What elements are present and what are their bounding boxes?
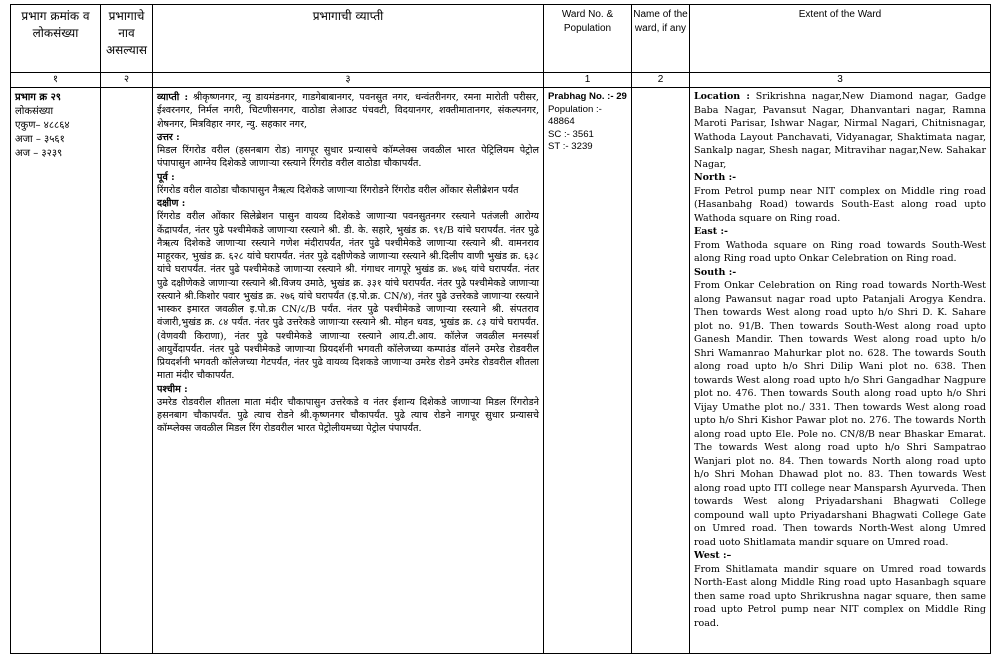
header-ward-number-mr: प्रभाग क्रमांक व लोकसंख्या <box>11 5 101 73</box>
ward-number-en-cell <box>544 88 632 654</box>
south-text-en: From Onkar Celebration on Ring road towards North-West along Pawansut nagar road upto Patanjali Arogya Kendra. Then towards West along road upto h/o Shri D. K. Sahare plot no. 91/B. Then towards South-West along road upto Ganesh Mandir. Then towards West along road upto h/o Shri Wamanrao Mahurkar plot no. 628. The towards South along road upto h/o Shri Dilip Wani plot no. 638. Then towards West along road upto h/o Shri Gangadhar Nagpure plot no. 476. Then towards South along road upto h/o Shri Vijay Umathe plot no./ 331. Then towards West along road upto h/o Shri Kishor Pawar plot no. 276. The towards North along road upto Ele. Pole no. CN/8/B near Bhaskar Emarat. The towards West along road upto h/o Shri Sampatrao Wanjari plot no. 84. Then towards North along road upto h/o Shri Mohan Dhawad plot no. 83. Then towards West along road upto ITI college near Mansparsh Ayurveda. Then towards West along Priyadarshani Bhagwati College compound wall upto Priyadarshani Bhagwati College Gate on Umred road. Then towards North-West along Umred road uoto Shitlamata mandir square on Umred road. <box>694 280 986 548</box>
south-label-en: South :- <box>694 266 737 278</box>
ward-name-en-cell <box>632 88 690 654</box>
location-label-en: Location : <box>694 91 750 102</box>
header-ward-number-en: Ward No. & Population <box>544 5 632 73</box>
east-text-mr: रिंगरोड वरील वाठोडा चौकापासुन नैऋत्य दिशेकडे जाणाऱ्या रिंगरोडने रिंगरोड वरील ओंकार सेलीब्रेशन पर्यंत <box>157 184 519 196</box>
east-label-mr: पूर्व : <box>157 171 175 183</box>
column-number-row <box>11 73 991 88</box>
ward-name-mr-cell <box>101 88 153 654</box>
population-st-en: ST :- 3239 <box>548 141 593 153</box>
location-text-en: Srikrishna nagar,New Diamond nagar, Gadge Baba Nagar, Pavansut Nagar, Dhanvantari nagar, Ramna Maroti Parisar, Ishwar Nagar, Nirmal Nagari, Chitnisnagar, Wathoda Layout Panchavati, Vidyanagar, Shaktimata nagar, Sankalp nagar, Shesh nagar, Mitravihar nagar,New. Sahakar Nagar, <box>694 91 987 170</box>
header-extent-mr: प्रभागाची व्याप्ती <box>153 5 544 73</box>
east-text-en: From Wathoda square on Ring road towards South-West along Ring road upto Onkar Celebration on Ring road. <box>694 239 986 264</box>
column-number: ३ <box>153 73 544 88</box>
ward-row <box>11 88 991 654</box>
column-number: 3 <box>690 73 991 88</box>
column-number: १ <box>11 73 101 88</box>
population-sc-mr: अजा – ३५६१ <box>15 134 65 145</box>
coverage-text-mr: श्रीकृष्णनगर, न्यु डायमंडनगर, गाडगेबाबानगर, पवनसुत नगर, धन्वंतरीनगर, रमना मारोती परीसर, ईश्वरनगर, निर्मल नगरी, चिटणीसनगर, वाठोडा लेआउट पंचवटी, विदयानगर, शक्तीमातानगर, संकल्पनगर, शेषनगर, मित्रविहार नगर, न्यु. सहकार नगर, <box>157 92 539 130</box>
population-value-en: 48864 <box>548 116 575 128</box>
ward-title-en: Prabhag No. :- 29 <box>548 91 627 102</box>
header-extent-en: Extent of the Ward <box>690 5 991 73</box>
north-text-en: From Petrol pump near NIT complex on Middle ring road (Hasanbahg Road) towards South-East along road upto Wathoda square on Ring road. <box>694 185 986 224</box>
column-number: 2 <box>632 73 690 88</box>
west-label-en: West :– <box>694 550 732 561</box>
east-label-en: East :- <box>694 226 728 237</box>
column-number: 1 <box>544 73 632 88</box>
population-st-mr: अज – ३२३९ <box>15 148 63 159</box>
south-text-mr: रिंगरोड वरील ओंकार सिलेब्रेशन पासुन वायव्य दिशेकडे जाणाऱ्या पवनसुतनगर रस्त्याने पतंजली आरोग्य केंद्रापर्यंत, नंतर पुढे पश्चीमेकडे जाणाऱ्या रस्त्याने श्री. डी. के. सहारे, भुखंड क्र. ९१/B यांचे घरापर्यंत. नंतर पुढे नैऋत्य दिशेकडे जाणाऱ्या रस्त्याने गणेश मंदीरापर्यंत, नंतर पुढे पश्चीमेकडे जाणाऱ्या रस्त्याने श्री. वामनराव माहूरकर, भुखंड क्र. ६२८ यांचे घरापर्यंत. नंतर पुढे दक्षीणेकडे जाणाऱ्या रस्त्याने श्री.दिलीप वाणी भुखंड क्र. ६३८ यांचे घरापर्यंत. नंतर पुढे पश्चीमेकडे जाणाऱ्या रस्त्याने श्री. गंगाधर नागपूरे भुखंड क्र. ४७६ यांचे घरापर्यंत. नंतर पुढे दक्षीणेकडे जाणाऱ्या रस्त्याने श्री.विजय उमाठे, भुखंड क्र. ३३१ यांचे घरापर्यंत. नंतर पुढे पश्चीमेकडे जाणाऱ्या रस्त्याने श्री.किशोर पवार भुखंड क्र. २७६ यांचे घरापर्यंत (इ.पो.क्र. CN/४), नंतर पुढे उत्तरेकडे जाणाऱ्या रस्त्याने भास्कर इमारत जवळील इ.पो.क्र CN/८/B पर्यंत. नंतर पुढे पश्चीमेकडे जाणाऱ्या रस्त्याने श्री. संपतराव वंजारी,भुखंड क्र. ८४ पर्यंत. नंतर पुढे उत्तरेकडे जाणाऱ्या रस्त्याने श्री. मोहन धवड, भुखंड क्र. ८३ यांचे घरापर्यंत. (वेणवयी किराणा), नंतर पुढे पश्चीमेकडे जाणाऱ्या रस्त्याने आय.टी.आय. कॉलेज जवळील मनस्पर्श आयुर्वेदापर्यंत. नंतर पुढे पश्चीमेकडे जाणाऱ्या प्रियदर्शनी भगवती कॉलेजच्या कम्पाउंड वॉलने उमरेड रोडवरील प्रियदर्शनी भगवती कॉलेजच्या गेटपर्यंत, नंतर पुढे वायव्य दिशकडे जाणाऱ्या उमरेड रोडने उमरेड रोडवरील शीतला माता मंदीर चौकापर्यंत. <box>157 211 539 382</box>
north-label-mr: उत्तर : <box>157 131 180 143</box>
coverage-label-mr: व्याप्ती : <box>157 92 189 103</box>
header-ward-name-en: Name of the ward, if any <box>632 5 690 73</box>
west-text-mr: उमरेड रोडवरील शीतला माता मंदीर चौकापासुन उत्तरेकडे व नंतर ईशान्य दिशेकडे जाणाऱ्या मिडल रिंगरोडने हसनबाग चौकापर्यंत. पुढे त्याच रोडने श्री.कृष्णनगर चौकापर्यंत. पुढे त्याच रोडने नागपूर सुधार प्रन्यासचे कॉम्प्लेक्स जवळील मिडल रिंग रोडवरील भारत पेट्रोलीयमच्या पेट्रोल पंपापर्यंत. <box>157 396 539 435</box>
header-row <box>11 5 991 73</box>
column-number: २ <box>101 73 153 88</box>
ward-title-mr: प्रभाग क्र २९ <box>15 92 61 103</box>
ward-table <box>10 4 991 654</box>
ward-extent-mr-cell <box>153 88 544 654</box>
south-label-mr: दक्षीण : <box>157 198 186 209</box>
population-sc-en: SC :- 3561 <box>548 128 594 140</box>
population-label-mr: लोकसंख्या <box>15 106 54 117</box>
ward-extent-en-cell <box>690 88 991 654</box>
ward-number-mr-cell <box>11 88 101 654</box>
header-ward-name-mr: प्रभागाचे नाव असल्यास <box>101 5 153 73</box>
population-total-mr: एकुण– ४८८६४ <box>15 120 70 131</box>
north-text-mr: मिडल रिंगरोड वरील (हसनबाग रोड) नागपूर सुधार प्रन्यासचे कॉम्प्लेक्स जवळील भारत पेट्रिलियम पेट्रोल पंपापासुन आग्नेय दिशेकडे जाणाऱ्या रस्त्याने रिंगरोड वरील वाठोडा चौकापर्यंत. <box>157 145 539 170</box>
west-text-en: From Shitlamata mandir square on Umred road towards North-East along Middle Ring road upto Hasanbagh square then same road upto Shrikrushna nagar square, then same road upto Petrol pump near NIT complex on Middle Ring road. <box>694 563 986 629</box>
population-label-en: Population :- <box>548 103 602 115</box>
north-label-en: North :- <box>694 172 737 183</box>
west-label-mr: पश्चीम : <box>157 383 188 395</box>
